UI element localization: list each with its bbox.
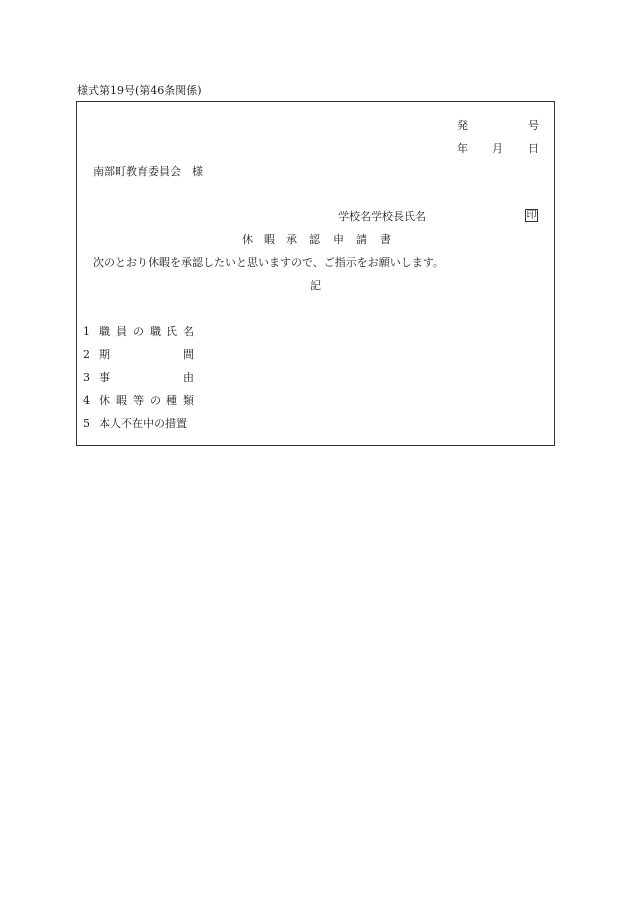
title-char-4: 認 <box>309 233 320 246</box>
item-1-char-6: 名 <box>183 325 194 338</box>
form-number: 様式第19号(第46条関係) <box>77 84 202 97</box>
issue-prefix: 発 <box>457 119 468 132</box>
item-4-char-6: 類 <box>183 394 194 407</box>
item-number-4: 4 <box>83 394 90 407</box>
issue-suffix: 号 <box>528 119 539 132</box>
item-4-char-5: 種 <box>166 394 177 407</box>
item-4-char-4: の <box>150 394 161 407</box>
item-1-char-2: 員 <box>116 325 127 338</box>
ki-mark: 記 <box>310 279 321 292</box>
form-frame <box>76 101 555 446</box>
body-text: 次のとおり休暇を承認したいと思いますので、ご指示をお願いします。 <box>93 256 444 269</box>
applicant-label: 学校名学校長氏名 <box>338 210 426 223</box>
date-month: 月 <box>492 142 503 155</box>
item-2-char-1: 期 <box>99 348 110 361</box>
date-day: 日 <box>528 142 539 155</box>
item-number-2: 2 <box>83 348 90 361</box>
title-char-7: 書 <box>380 233 391 246</box>
item-number-5: 5 <box>83 417 90 430</box>
title-char-6: 請 <box>356 233 367 246</box>
title-char-2: 暇 <box>264 233 275 246</box>
item-3-char-2: 由 <box>183 371 194 384</box>
item-1-char-3: の <box>133 325 144 338</box>
date-year: 年 <box>457 142 468 155</box>
item-4-char-2: 暇 <box>116 394 127 407</box>
item-1-char-4: 職 <box>150 325 161 338</box>
title-char-1: 休 <box>242 233 253 246</box>
item-1-char-1: 職 <box>99 325 110 338</box>
item-4-char-3: 等 <box>133 394 144 407</box>
item-5-label: 本人不在中の措置 <box>99 417 187 430</box>
item-number-3: 3 <box>83 371 90 384</box>
addressee: 南部町教育委員会 様 <box>93 165 203 178</box>
title-char-3: 承 <box>286 233 297 246</box>
item-3-char-1: 事 <box>99 371 110 384</box>
item-number-1: 1 <box>83 325 90 338</box>
item-2-char-2: 間 <box>183 348 194 361</box>
seal-mark: 印 <box>526 210 537 221</box>
title-char-5: 申 <box>333 233 344 246</box>
item-1-char-5: 氏 <box>166 325 177 338</box>
item-4-char-1: 休 <box>99 394 110 407</box>
